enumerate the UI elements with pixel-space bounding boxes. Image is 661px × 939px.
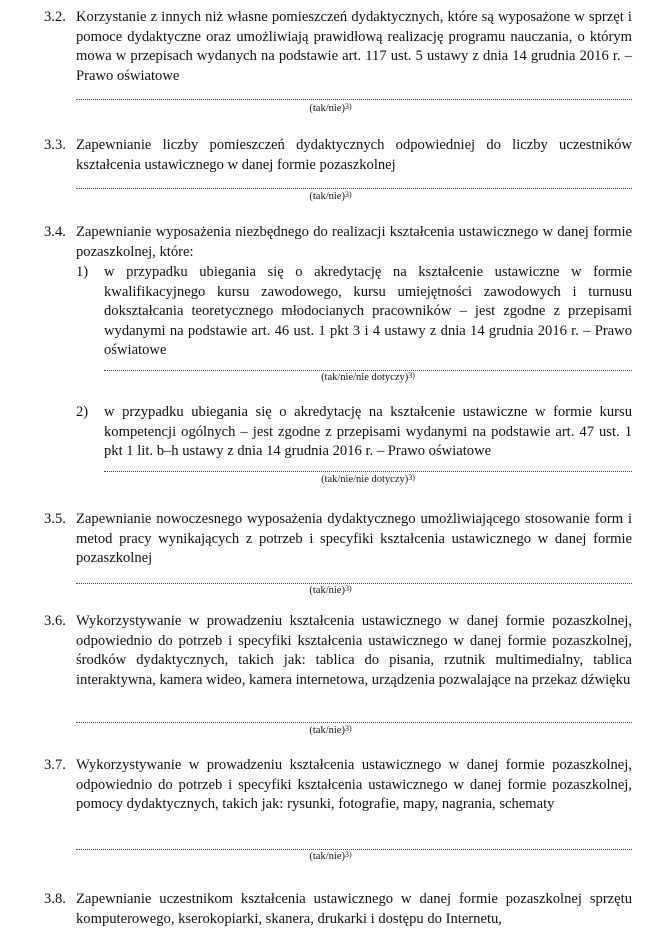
answer-hint: $(tak/nie)^{3)}$ <box>309 724 352 736</box>
answer-hint: $(tak/nie)^{3)}$ <box>309 102 352 114</box>
subitem-text: w przypadku ubiegania się o akredytację na kształcenie ustawiczne w formie kursu kompetencji ogólnych – jest zgodne z przepisami wydanymi na podstawie art. 47 ust. 1 pkt 1 lit. b–h ustawy z dnia 14 grudnia 2016 r. – Prawo oświatowe <box>104 404 632 460</box>
subitem-text: w przypadku ubiegania się o akredytację na kształcenie ustawiczne w formie kwalifikacyjnego kursu zawodowego, kursu umiejętności zawodowych i turnusu dokształcania teoretycznego młodocianych pracowników – jest zgodne z przepisami wydanymi na podstawie art. 46 ust. 1 pkt 3 i 4 ustawy z dnia 14 grudnia 2016 r. – Prawo oświatowe <box>104 264 632 359</box>
item-number: 3.5. <box>44 511 66 527</box>
answer-line[interactable] <box>76 710 632 723</box>
item-number: 3.6. <box>44 613 66 629</box>
item-number: 3.3. <box>44 137 66 153</box>
item-text: Zapewnianie wyposażenia niezbędnego do realizacji kształcenia ustawicznego w danej formie pozaszkolnej, które: <box>76 224 632 260</box>
subitem-number: 1) <box>76 264 89 280</box>
item-text: Zapewnianie liczby pomieszczeń dydaktycznych odpowiedniej do liczby uczestników kształcenia ustawicznego w danej formie pozaszkolnej <box>76 137 632 173</box>
item-text: Zapewnianie uczestnikom kształcenia ustawicznego w danej formie pozaszkolnej sprzętu komputerowego, kserokopiarki, skanera, drukarki i dostępu do Internetu, <box>76 891 632 927</box>
answer-line[interactable] <box>76 87 632 100</box>
answer-line[interactable] <box>104 459 632 472</box>
answer-hint: (tak/nie/nie dotyczy)$^{3)}$ <box>321 473 415 485</box>
item-number: 3.7. <box>44 757 66 773</box>
item-text: Wykorzystywanie w prowadzeniu kształcenia ustawicznego w danej formie pozaszkolnej, odpowiednio do potrzeb i specyfiki kształcenia ustawicznego w danej formie pozaszkolnej, pomocy dydaktycznych, takich jak: rysunki, fotografie, mapy, nagrania, schematy <box>76 757 632 813</box>
answer-hint: $(tak/nie)^{3)}$ <box>309 850 352 862</box>
item-text: Korzystanie z innych niż własne pomieszczeń dydaktycznych, które są wyposażone w sprzęt i pomoce dydaktyczne oraz umożliwiają prawidłową realizację programu nauczania, o którym mowa w przepisach wydanych na podstawie art. 117 ust. 5 ustawy z dnia 14 grudnia 2016 r. – Prawo oświatowe <box>76 9 632 84</box>
subitem-number: 2) <box>76 404 89 420</box>
answer-hint: $(tak/nie)^{3)}$ <box>309 190 352 202</box>
item-number: 3.4. <box>44 224 66 240</box>
answer-hint: $(tak/nie)^{3)}$ <box>309 584 352 596</box>
answer-line[interactable] <box>76 176 632 189</box>
answer-line[interactable] <box>104 358 632 371</box>
item-number: 3.8. <box>44 891 66 907</box>
answer-line[interactable] <box>76 837 632 850</box>
answer-hint: (tak/nie/nie dotyczy)$^{3)}$ <box>321 371 415 383</box>
item-text: Zapewnianie nowoczesnego wyposażenia dydaktycznego umożliwiającego stosowanie form i metod pracy wynikających z potrzeb i specyfiki kształcenia ustawicznego w danej formie pozaszkolnej <box>76 511 632 567</box>
item-text: Wykorzystywanie w prowadzeniu kształcenia ustawicznego w danej formie pozaszkolnej, odpowiednio do potrzeb i specyfiki kształcenia ustawicznego w danej formie pozaszkolnej, środków dydaktycznych, takich jak: tablica do pisania, rzutnik multimedialny, tablica interaktywna, kamera wideo, kamera internetowa, urządzenia pozwalające na przekaz dźwięku <box>76 613 632 688</box>
answer-line[interactable] <box>76 571 632 584</box>
item-number: 3.2. <box>44 9 66 25</box>
